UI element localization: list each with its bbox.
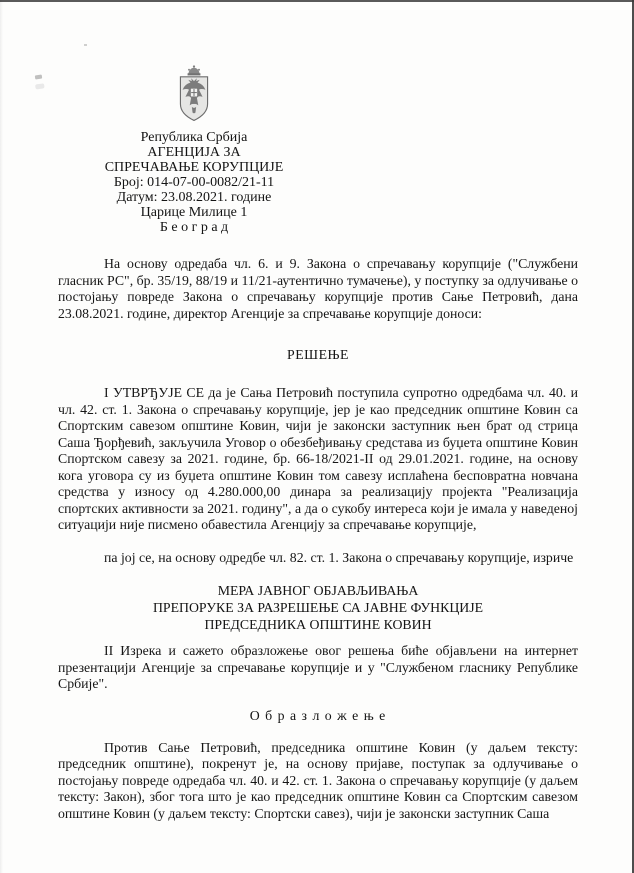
measure-heading-line3: ПРЕДСЕДНИКА ОПШТИНЕ КОВИН: [204, 617, 432, 632]
serbia-coat-of-arms-icon: [171, 64, 217, 124]
letterhead-address: Царице Милице 1: [140, 205, 248, 220]
scan-artifact: [35, 75, 42, 80]
letterhead-date: Датум: 23.08.2021. године: [116, 190, 272, 205]
paragraph-finding-item1: I УТВРЂУЈЕ СЕ да је Сања Петровић поступила супротно одредбама чл. 40. и чл. 42. ст. 1. Закона о спречавању корупције, јер је као председник општине Ковин са Спортским савезом општине Ковин, чији је законски заступник њен брат од стрица Саша Ђорђевић, закључила Уговор о обезбеђивању средстава из буџета општине Ковин Спортском савезу за 2021. године, бр. 66-18/2021-II од 29.01.2021. године, на основу кога уговора су из буџета општине Ковин том савезу исплаћена бесповратна новчана средства у износу од 4.280.000,00 динара за реализацију пројекта "Реализација спортских активности за 2021. годину", а да о сукобу интереса који је имала у наведеној ситуацији није писмено обавестила Агенцију за спречавање корупције,: [58, 385, 578, 532]
paragraph-publication-item2: II Изрека и сажето образложење овог решења биће објављени на интернет презентацији Агенције за спречавање корупције и у "Службеном гласнику Републике Србије".: [58, 643, 578, 691]
paragraph-legal-basis: На основу одредаба чл. 6. и 9. Закона о спречавању корупције ("Службени гласник РС", бр. 35/19, 88/19 и 11/21-аутентично тумачење), у поступку за одлучивање о постојању повреде Закона о спречавању корупције против Сање Петровић, дана 23.08.2021. године, директор Агенције за спречавање корупције доноси:: [58, 256, 578, 321]
scan-edge-top: [0, 0, 634, 2]
measure-heading-line2: ПРЕПОРУКЕ ЗА РАЗРЕШЕЊЕ СА ЈАВНЕ ФУНКЦИЈЕ: [152, 600, 484, 615]
letterhead-city: Б е о г р а д: [159, 220, 229, 235]
letterhead-case-number: Број: 014-07-00-0082/21-11: [113, 175, 275, 190]
paragraph-measure-imposed: па јој се, на основу одредбе чл. 82. ст. 1. Закона о спречавању корупције, изриче: [104, 549, 574, 565]
paragraph-explanation-start: Против Сање Петровић, председника општине Ковин (у даљем тексту: председник општине), покренут је, на основу пријаве, поступак за одлучивање о постојању повреде одредаба чл. 40. и 42. ст. 1. Закона о спречавању корупције (у даљем тексту: Закон), због тога што је као председник општине Ковин са Спортским савезом општине Ковин (у даљем тексту: Спортски савез), чији је законски заступник Саша: [58, 739, 578, 821]
letterhead-country: Република Србија: [140, 130, 248, 145]
measure-heading-block: [58, 582, 578, 633]
letterhead-agency-line2: СПРЕЧАВАЊЕ КОРУПЦИЈЕ: [104, 160, 284, 175]
scan-edge-left: [0, 0, 3, 873]
document-body: [58, 256, 578, 822]
measure-heading-line1: МЕРА ЈАВНОГ ОБЈАВЉИВАЊА: [217, 583, 419, 598]
letterhead: [56, 64, 332, 235]
letterhead-agency-line1: АГЕНЦИЈА ЗА: [147, 145, 241, 160]
decision-title: РЕШЕЊЕ: [287, 347, 349, 362]
explanation-title: О б р а з л о ж е њ е: [249, 707, 387, 723]
scan-artifact: [84, 44, 87, 46]
